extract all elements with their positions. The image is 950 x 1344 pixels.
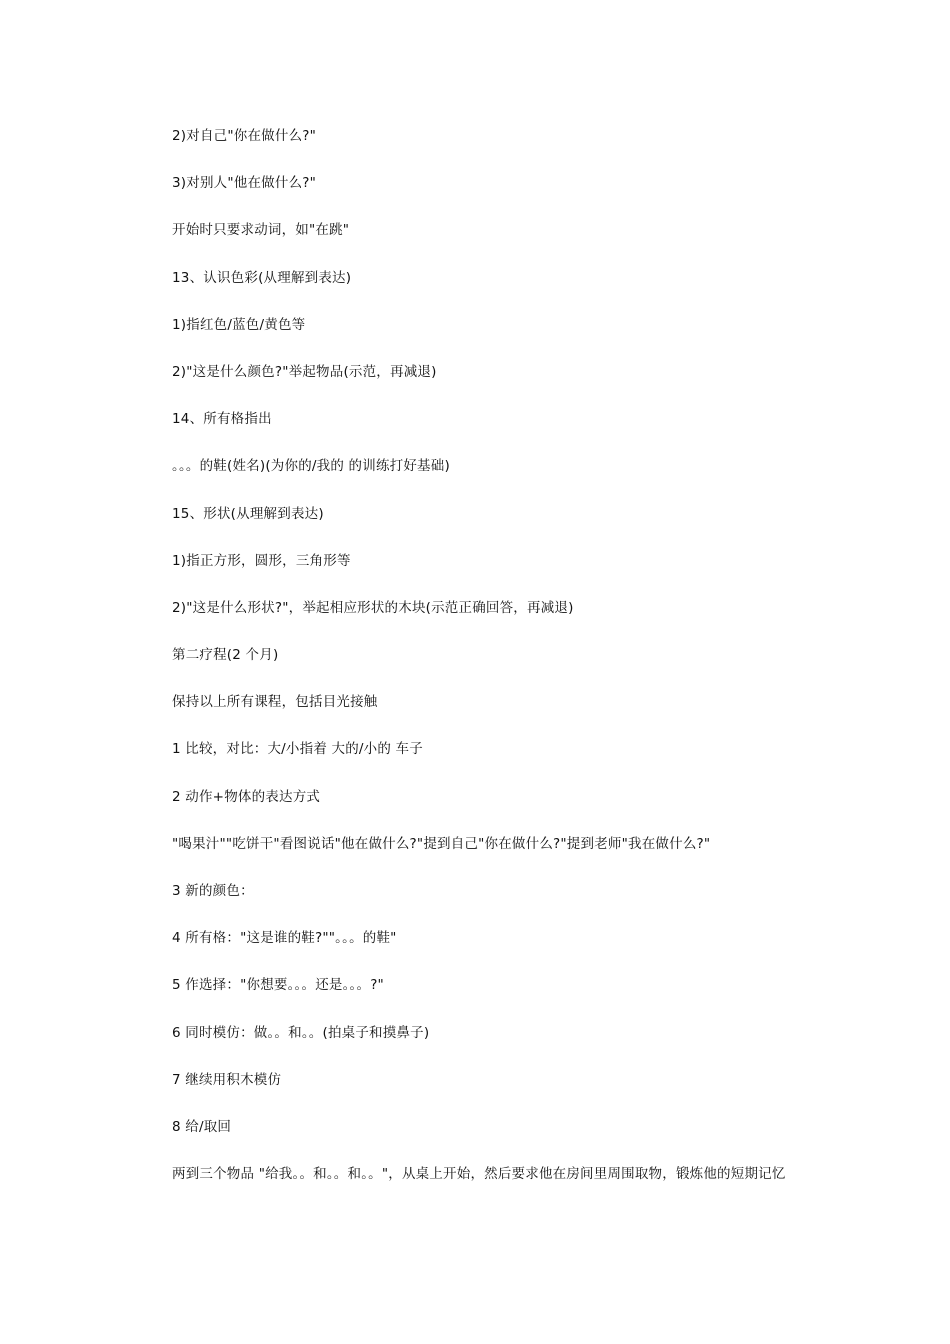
- text-line: 2 动作+物体的表达方式: [172, 788, 321, 805]
- text-line: 4 所有格："这是谁的鞋?""。。。的鞋": [172, 930, 397, 947]
- text-line: 2)"这是什么形状?"，举起相应形状的木块(示范正确回答，再减退): [172, 599, 574, 616]
- text-line: 8 给/取回: [172, 1118, 232, 1135]
- text-line: "喝果汁""吃饼干"看图说话"他在做什么?"提到自己"你在做什么?"提到老师"我在做什么?": [172, 835, 711, 852]
- text-line: 5 作选择："你想要。。。还是。。。?": [172, 977, 384, 994]
- text-line: 2)对自己"你在做什么?": [172, 128, 317, 144]
- text-line: 两到三个物品 "给我。。和。。和。。"，从桌上开始，然后要求他在房间里周围取物，锻炼他的短期记忆: [172, 1166, 786, 1183]
- text-line: 开始时只要求动词，如"在跳": [172, 222, 350, 239]
- section-heading: 13、认识色彩(从理解到表达): [172, 269, 352, 286]
- document-body: [172, 124, 872, 1209]
- text-line: 保持以上所有课程，包括目光接触: [172, 694, 378, 711]
- text-line: 3)对别人"他在做什么?": [172, 175, 317, 192]
- section-heading: 15、形状(从理解到表达): [172, 505, 324, 522]
- text-line: 3 新的颜色：: [172, 883, 254, 899]
- text-line: 1 比较，对比：大/小指着 大的/小的 车子: [172, 741, 423, 758]
- text-line: 1)指红色/蓝色/黄色等: [172, 316, 306, 333]
- text-line: 7 继续用积木模仿: [172, 1071, 282, 1088]
- text-line: 2)"这是什么颜色?"举起物品(示范，再减退): [172, 363, 437, 380]
- text-line: 1)指正方形，圆形，三角形等: [172, 552, 351, 569]
- section-heading: 14、所有格指出: [172, 411, 272, 428]
- text-line: 6 同时模仿：做。。和。。(拍桌子和摸鼻子): [172, 1024, 430, 1041]
- section-heading: 第二疗程(2 个月): [172, 647, 279, 664]
- text-line: 。。。的鞋(姓名)(为你的/我的 的训练打好基础): [172, 458, 450, 475]
